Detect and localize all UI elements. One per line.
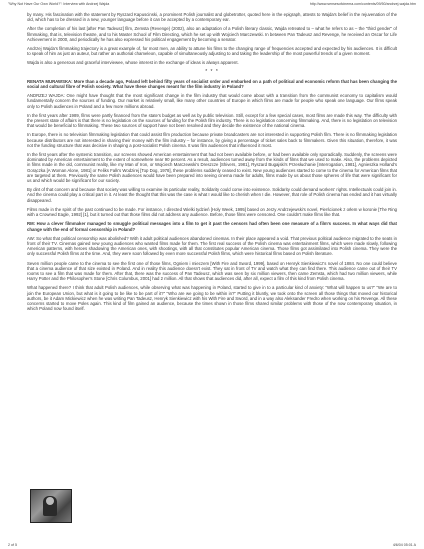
article-paragraph: Wajda is also a generous and graceful interviewee, whose interest in the exchange of ideas is always apparent. [27,60,239,66]
photo-face [46,497,54,505]
article-paragraph: In the first years after the systemic transition, our screens showed American entertainment that had not been available before, or had been available only sporadically. Suddenly, the screens were dominated by American entertainment to the extent of somewhere near 90 percent. As a result, audiences turned away from the kinds of films that we used to make. Also, the problems depicted in films made in the old, communist reality, like my Man of Iron, or Wojciech Marczewski's Dreszcze [Shivers, 1981], Ryszard Bugajski's Przesłuchanie [Interrogation, 1981], Agnieszka Holland's Gorączka [A Woman Alone, 1981] or Feliks Falk's Wodzirej [Top Dog, 1978], these problems suddenly ceased to exist. New young audiences started to come to the cinema for American films that are targeted at them. Previously the same Polish audiences would have been prepared into seeing cinema made for adults, films made by us about those spheres of life that were significant for us and which would be significant for our society. [27,152,397,184]
article-paragraph: In Europe, there is no television filmmaking legislation that could assist film production because private broadcasters are not interested in supporting Polish film. There is no filmmaking legislation because distributors are not interested in sharing their money with the film industry – for instance, by giving a percentage of ticket sales back to filmmakers. Given this situation, therefore, it was not the funding structure that was decisive in shaping a post-socialist Polish cinema. It was film audiences that influenced it most. [27,132,397,148]
article-paragraph: By dint of that concern and because that society was willing to examine its particular reality, Solidarity could come into existence. Solidarity could demand workers' rights. Intellectuals could join in. And the cinema could play a critical part in it. At least the thought that this was the case is what I would like to cherish when I die. However, that role of Polish cinema has ended and it has virtually disappeared. [27,187,397,203]
article-paragraph: Films made in the spirit of the past continued to be made. For instance, I directed Wielki tydzień [Holy Week, 1995] based on Jerzy Andrzejewski's novel, Pierścionek z orłem w koronie [The Ring with a Crowned Eagle, 1992] [1], but it turned out that those films did not address any audience. Before, those films were censored. One couldn't make films like that. [27,206,397,218]
footer-datetime: 4/6/04 05:01 A [392,543,416,547]
page-header [8,2,416,10]
article-paragraph: Andrzej Wajda's filmmaking trajectory is a great example of, for most men, an ability to attune his films to the changing range of frequencies accepted and expected by his audiences. It is difficult to speak of him as just an auteur, but rather an authorial chameleon, capable of simultaneously adjusting to and taking the leadership of the most powerful trends of a given moment. [27,46,397,57]
film-still-photo [30,489,72,523]
header-url[interactable]: http://www.sensesofcinema.com/contents/09/50/andrzej-wajda.htm [309,2,416,6]
article-paragraph: Seven million people came to the cinema to see the first one of those films, Ogniem i mieczem [With Fire and Sword, 1999], based on Henryk Sienkiewicz's novel of 1884. No one could believe that a cinema audience of that size existed in Poland. And in reality this audience doesn't exist. They sat in front of TV and watch what they can find there. This audience came out of their TV rooms to see a film that was made for them. After that, there was the success of Pan Tadeusz, which was seen by six million viewers, then came Zemsta, which had two million viewers, while Harry Potter and the Philosopher's Stone [Chris Columbus, 2001] had 2 million. All that shows that audiences did, after all, expect a film of this kind from Polish cinema. [27,260,397,282]
footer-page-number: 2 of 5 [8,543,17,547]
article-paragraph: RM: How a clever filmmaker managed to smuggle political messages into a film to get it past the censors had often been one measure of a film's success. In what ways did that change with the end of formal censorship in Poland? [27,221,397,232]
article-paragraph: What happened there? I think that adult Polish audiences, while observing what was happening in Poland, started to give in to a particular kind of anxiety: "What will happen to us?" "We are to join the European Union, but what is it going to be like to be part of it?" "Who are we going to be within in?" Putting it bluntly, we took onto the screen all those things that moved our historical authors, be it Adam Mickiewicz when he was writing Pan Tadeusz, Henryk Sienkiewicz with his With Fire and Sword, and in a way also Aleksander Fredro when working on his Revenge. All these concerns started to move Poles again. This kind of film gained an audience, because the times shown in those films shared similar problems with those of the now contemporary situation, in which Poland now found itself. [27,285,397,312]
article-body [27,12,397,315]
article-paragraph: In the first years after 1989, films were partly financed from the state's budget as well as by public television. Still, except for a few special cases, most films are made this way. The difficulty with the present state of affairs is that there is no legislation on the sources of funding for the Polish film industry. There is no legislation concerning filmmaking. And, there is no legislation on television that would be beneficial to filmmaking. These two sources of support have not been resolved and they decide the existence of the national cinema. [27,112,397,129]
article-paragraph: ANDRZEJ WAJDA: One might have thought that the most significant change in the film industry that would come about with a transition from the communist economy to capitalism would fundamentally concern the sources of funding. Our market is relatively small, like many other countries of Europe in which films are made for people who speak one language. Our films speak only to Polish audiences in Poland and a few more millions abroad. [27,93,397,109]
article-paragraph: RENATA MURAWSKA: More than a decade ago, Poland left behind fifty years of socialist order and embarked on a path of political and economic reform that has been changing the social and cultural fibre of Polish society. What have these changes meant for the film industry in Poland? [27,78,397,90]
header-title: "Why Not Have Our Own World?": Interview with Andrzej Wajda [8,2,110,6]
page-footer [8,539,416,547]
article-paragraph: After the completion of his last [after Pan Tadeusz] film, Zemsta (Revenge) (2002), also an adaptation of a Polish literary classic, Wajda retreated to – what he refers to as – the "third gender" of filmmaking, that is, television theatre, and to his Master School of Film Directing, which he set up with Wojciech Marczewski. In between Pan Tadeusz and Revenge, he received an Oscar for Life Achievement in 2000, and periodically he has also expressed his political engagement by becoming a senator. [27,26,397,42]
article-paragraph: by many. His fascination with the statement by Ryszard Kapuscinski, a prominent Polish journalist and globetrotter, quoted here in the epigraph, attests to Wajda's belief in the rejuvenation of the old, which has to be dressed in a new, younger language before it can be accepted by a contemporary ear. [27,12,397,23]
article-paragraph: AW: So what that political censorship was abolished? With it adult political audiences abandoned cinemas. In their place appeared a void. That previous political audience migrated to the seats in front of their TV. Cinemas gained new young audiences who wanted films made for them. The first real success of the Polish cinema was entertainment films, which were made slowly, following American patterns, with heroes shadowing the American ones, with shootings, with all that constitutes popular American cinema. Those films got assimilated into Polish cinema. They were the only successful Polish films at the time. And, they were soon followed by even more successful Polish films, which were historical films based on Polish literature. [27,235,397,257]
section-separator: * * * [205,68,219,75]
